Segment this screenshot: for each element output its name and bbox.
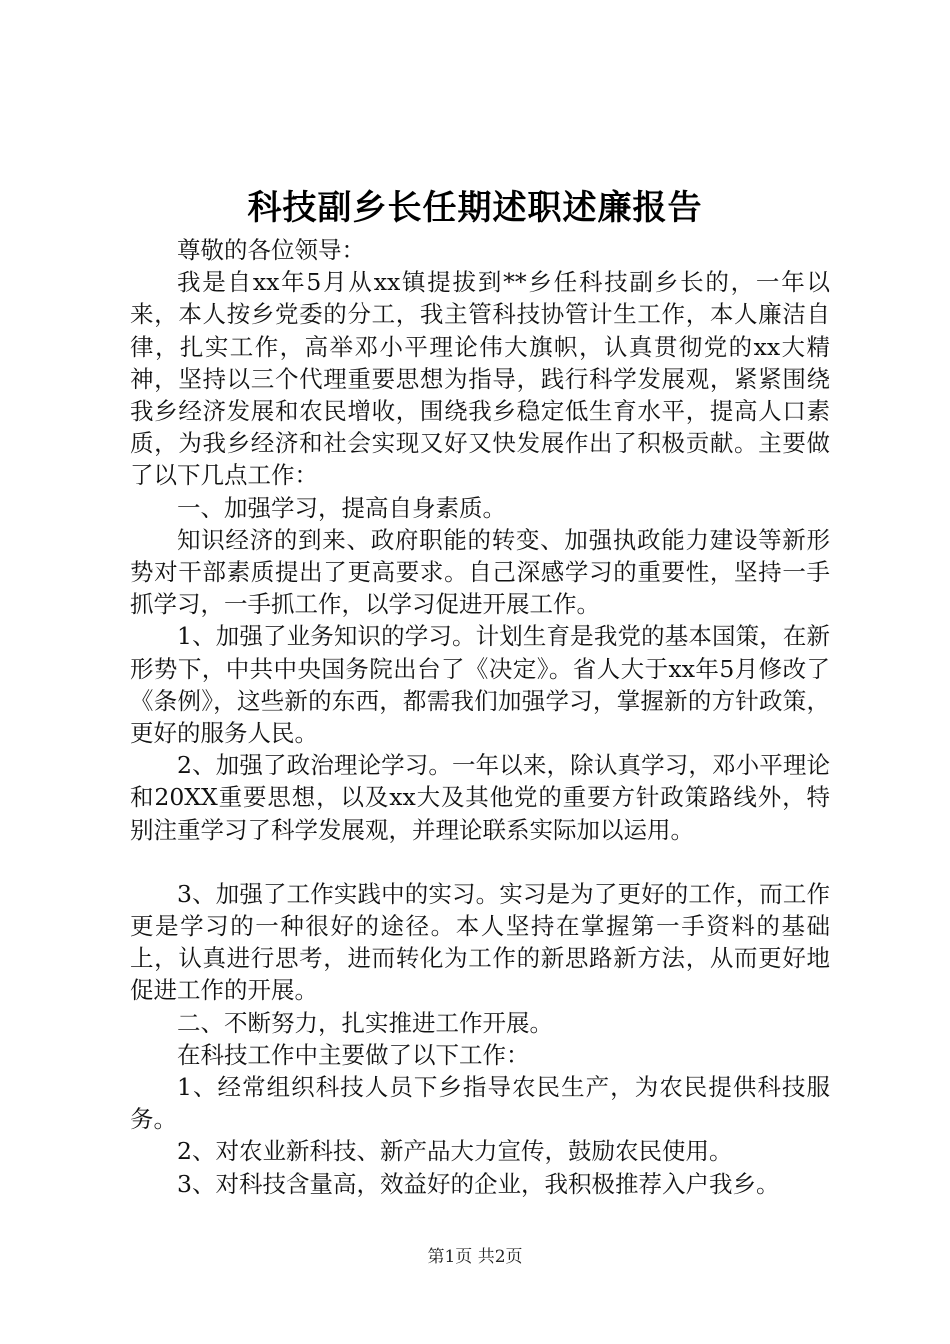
salutation: 尊敬的各位领导： [177, 236, 365, 264]
document-title: 科技副乡长任期述职述廉报告 [247, 188, 703, 228]
section-heading-2: 二、不断努力，扎实推进工作开展。 [177, 1008, 553, 1037]
list-item: 2、对农业新科技、新产品大力宣传，鼓励农民使用。 [177, 1137, 733, 1166]
paragraph-intro: 我是自xx年5月从xx镇提拔到**乡任科技副乡长的，一年以来，本人按乡党委的分工，我主管科技协管计生工作，本人廉洁自律，扎实工作，高举邓小平理论伟大旗帜，认真贯彻党的xx大精神，坚持以三个代理重要思想为指导，践行科学发展观，紧紧围绕我乡经济发展和农民增收，围绕我乡稳定低生育水平，提高人口素质，为我乡经济和社会实现又好又快发展作出了积极贡献。主要做了以下几点工作： [130, 268, 830, 490]
paragraph: 在科技工作中主要做了以下工作： [177, 1040, 530, 1069]
paragraph: 3、加强了工作实践中的实习。实习是为了更好的工作，而工作更是学习的一种很好的途径。本人坚持在掌握第一手资料的基础上，认真进行思考，进而转化为工作的新思路新方法，从而更好地促进工作的开展。 [130, 879, 830, 1005]
page-number: 第1页 共2页 [427, 1247, 523, 1267]
paragraph: 1、加强了业务知识的学习。计划生育是我党的基本国策，在新形势下，中共中央国务院出台了《决定》。省人大于xx年5月修改了《条例》，这些新的东西，都需我们加强学习，掌握新的方针政策，更好的服务人民。 [130, 622, 830, 748]
list-item: 3、对科技含量高，效益好的企业，我积极推荐入户我乡。 [177, 1169, 780, 1198]
paragraph: 知识经济的到来、政府职能的转变、加强执政能力建设等新形势对干部素质提出了更高要求。自己深感学习的重要性，坚持一手抓学习，一手抓工作，以学习促进开展工作。 [130, 525, 830, 619]
document-body [130, 234, 830, 1200]
section-heading-1: 一、加强学习，提高自身素质。 [177, 493, 506, 522]
list-item: 1、经常组织科技人员下乡指导农民生产，为农民提供科技服务。 [130, 1073, 830, 1134]
paragraph: 2、加强了政治理论学习。一年以来，除认真学习，邓小平理论和20XX重要思想，以及xx大及其他党的重要方针政策路线外，特别注重学习了科学发展观，并理论联系实际加以运用。 [130, 751, 830, 844]
